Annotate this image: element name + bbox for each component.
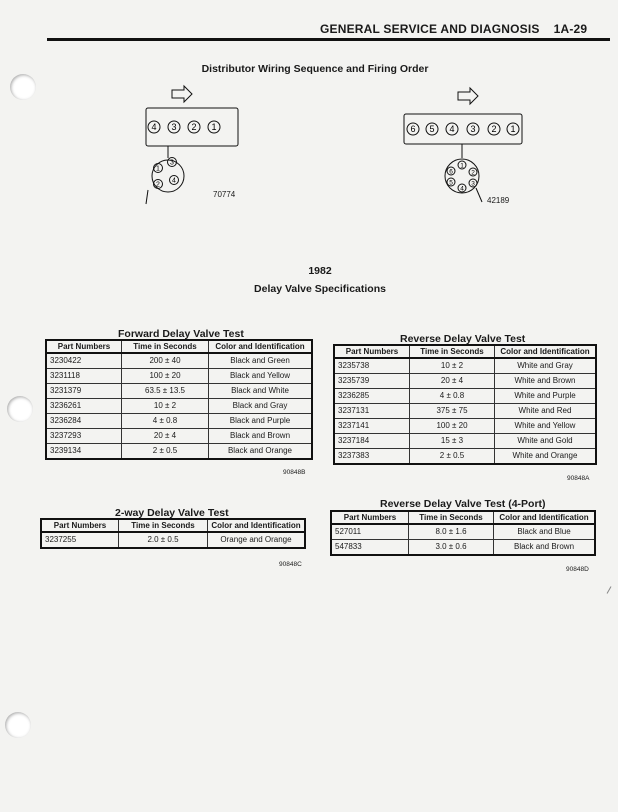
svg-text:1: 1 (211, 122, 217, 132)
svg-text:2: 2 (491, 124, 497, 134)
column-header: Time in Seconds (119, 519, 208, 532)
spec-title: Delay Valve Specifications (254, 283, 386, 295)
part-number: 3237383 (334, 449, 410, 465)
time-seconds: 375 ± 75 (410, 404, 495, 419)
color-id: Black and Green (209, 353, 313, 369)
time-seconds: 10 ± 2 (122, 399, 209, 414)
color-id: White and Gold (495, 434, 597, 449)
color-id: Black and Brown (209, 429, 313, 444)
part-number: 3237141 (334, 419, 410, 434)
part-number: 547833 (331, 540, 409, 556)
part-number: 3231379 (46, 384, 122, 399)
page-number: 1A-29 (553, 22, 588, 36)
svg-text:2: 2 (471, 169, 475, 177)
table-header-row (41, 519, 305, 532)
part-number: 3235739 (334, 374, 410, 389)
figure-code-right: 42189 (487, 196, 510, 205)
time-seconds: 4 ± 0.8 (122, 414, 209, 429)
front-arrow-icon (458, 88, 478, 104)
figure-code-left: 70774 (213, 190, 236, 199)
cylinder-5 (426, 123, 438, 135)
cylinder-4 (446, 123, 458, 135)
table-row (46, 384, 312, 399)
svg-text:5: 5 (449, 179, 453, 187)
table-header-row (331, 511, 595, 524)
table-row (331, 540, 595, 556)
time-seconds: 100 ± 20 (122, 369, 209, 384)
column-header: Part Numbers (334, 345, 410, 358)
part-number: 3237184 (334, 434, 410, 449)
cylinder-1 (507, 123, 519, 135)
page-header (320, 22, 587, 36)
color-id: White and Yellow (495, 419, 597, 434)
svg-text:3: 3 (170, 159, 174, 167)
table-row (46, 353, 312, 369)
table-row (334, 404, 596, 419)
svg-text:3: 3 (471, 180, 475, 188)
time-seconds: 20 ± 4 (122, 429, 209, 444)
svg-text:3: 3 (470, 124, 476, 134)
front-arrow-icon (172, 86, 192, 102)
time-seconds: 8.0 ± 1.6 (409, 524, 494, 540)
column-header: Time in Seconds (122, 340, 209, 353)
svg-text:4: 4 (172, 177, 176, 185)
cylinder-1 (208, 121, 220, 133)
table-code-twoway: 90848C (279, 561, 302, 568)
part-number: 3237293 (46, 429, 122, 444)
cylinder-6 (407, 123, 419, 135)
svg-text:5: 5 (429, 124, 435, 134)
rotor-terminal-6 (447, 167, 455, 176)
time-seconds: 10 ± 2 (410, 358, 495, 374)
column-header: Part Numbers (46, 340, 122, 353)
table-row (46, 429, 312, 444)
part-number: 3236285 (334, 389, 410, 404)
time-seconds: 2 ± 0.5 (122, 444, 209, 460)
cylinder-3 (168, 121, 180, 133)
part-number: 527011 (331, 524, 409, 540)
column-header: Part Numbers (331, 511, 409, 524)
part-number: 3236284 (46, 414, 122, 429)
rotor-terminal-4 (170, 176, 179, 185)
part-number: 3237131 (334, 404, 410, 419)
cylinder-2 (488, 123, 500, 135)
column-header: Time in Seconds (409, 511, 494, 524)
part-number: 3237255 (41, 532, 119, 548)
binder-hole-top (10, 74, 36, 100)
time-seconds: 15 ± 3 (410, 434, 495, 449)
part-number: 3230422 (46, 353, 122, 369)
cylinder-2 (188, 121, 200, 133)
reverse-table-title: Reverse Delay Valve Test (400, 333, 526, 345)
rotor-terminal-1 (458, 161, 466, 170)
table-header-row (334, 345, 596, 358)
cylinder-4 (148, 121, 160, 133)
svg-text:2: 2 (156, 181, 160, 189)
table-row (334, 358, 596, 374)
table-code-reverse4: 90848D (566, 566, 589, 573)
svg-text:6: 6 (449, 168, 453, 176)
table-row (334, 374, 596, 389)
time-seconds: 2.0 ± 0.5 (119, 532, 208, 548)
color-id: Black and Brown (494, 540, 596, 556)
time-seconds: 3.0 ± 0.6 (409, 540, 494, 556)
svg-text:1: 1 (460, 162, 464, 170)
distributor-diagram-4cyl (130, 82, 250, 202)
rotor-terminal-5 (447, 178, 455, 187)
table-row (46, 414, 312, 429)
table-code-forward: 90848B (283, 469, 306, 476)
table-row (334, 449, 596, 465)
part-number: 3236261 (46, 399, 122, 414)
color-id: Black and Blue (494, 524, 596, 540)
time-seconds: 20 ± 4 (410, 374, 495, 389)
color-id: Black and Orange (209, 444, 313, 460)
rotor-terminal-2 (154, 180, 163, 189)
color-id: Black and Purple (209, 414, 313, 429)
rotor-terminal-2 (469, 168, 477, 177)
color-id: White and Purple (495, 389, 597, 404)
table-row (334, 434, 596, 449)
section-title: GENERAL SERVICE AND DIAGNOSIS (320, 22, 540, 36)
table-header-row (46, 340, 312, 353)
column-header: Color and Identification (494, 511, 596, 524)
color-id: Orange and Orange (208, 532, 306, 548)
rotor-terminal-1 (154, 164, 163, 173)
svg-text:2: 2 (191, 122, 197, 132)
reverse4-delay-table (330, 510, 596, 556)
table-row (41, 532, 305, 548)
reverse-delay-table (333, 344, 597, 465)
svg-text:6: 6 (410, 124, 416, 134)
table-code-reverse: 90848A (567, 475, 590, 482)
cylinder-3 (467, 123, 479, 135)
table-row (334, 389, 596, 404)
color-id: Black and Yellow (209, 369, 313, 384)
table-row (46, 369, 312, 384)
rotor-terminal-3 (469, 179, 477, 188)
reverse4-table-title: Reverse Delay Valve Test (4-Port) (380, 498, 546, 510)
table-row (331, 524, 595, 540)
scan-mark (607, 586, 618, 597)
engine-block (404, 114, 522, 144)
binder-hole-bottom (5, 712, 31, 738)
column-header: Time in Seconds (410, 345, 495, 358)
twoway-table-title: 2-way Delay Valve Test (115, 507, 229, 519)
part-number: 3235738 (334, 358, 410, 374)
table-row (334, 419, 596, 434)
part-number: 3231118 (46, 369, 122, 384)
color-id: White and Brown (495, 374, 597, 389)
binder-hole-middle (7, 396, 33, 422)
distributor-diagram-6cyl (400, 84, 530, 209)
table-row (46, 399, 312, 414)
svg-text:1: 1 (510, 124, 516, 134)
color-id: White and Orange (495, 449, 597, 465)
svg-text:3: 3 (171, 122, 177, 132)
color-id: White and Gray (495, 358, 597, 374)
color-id: Black and Gray (209, 399, 313, 414)
forward-table-title: Forward Delay Valve Test (118, 328, 244, 340)
color-id: Black and White (209, 384, 313, 399)
spec-year: 1982 (308, 265, 332, 277)
twoway-delay-table (40, 518, 306, 549)
time-seconds: 100 ± 20 (410, 419, 495, 434)
time-seconds: 4 ± 0.8 (410, 389, 495, 404)
svg-text:1: 1 (156, 165, 160, 173)
forward-delay-table (45, 339, 313, 460)
column-header: Color and Identification (209, 340, 313, 353)
diagram-title: Distributor Wiring Sequence and Firing Order (201, 63, 429, 75)
time-seconds: 2 ± 0.5 (410, 449, 495, 465)
svg-text:4: 4 (460, 185, 464, 193)
rotor-terminal-4 (458, 184, 466, 193)
svg-text:4: 4 (449, 124, 455, 134)
color-id: White and Red (495, 404, 597, 419)
column-header: Color and Identification (208, 519, 306, 532)
table-row (46, 444, 312, 460)
time-seconds: 63.5 ± 13.5 (122, 384, 209, 399)
svg-text:4: 4 (151, 122, 157, 132)
header-rule (47, 38, 610, 41)
part-number: 3239134 (46, 444, 122, 460)
column-header: Part Numbers (41, 519, 119, 532)
column-header: Color and Identification (495, 345, 597, 358)
time-seconds: 200 ± 40 (122, 353, 209, 369)
